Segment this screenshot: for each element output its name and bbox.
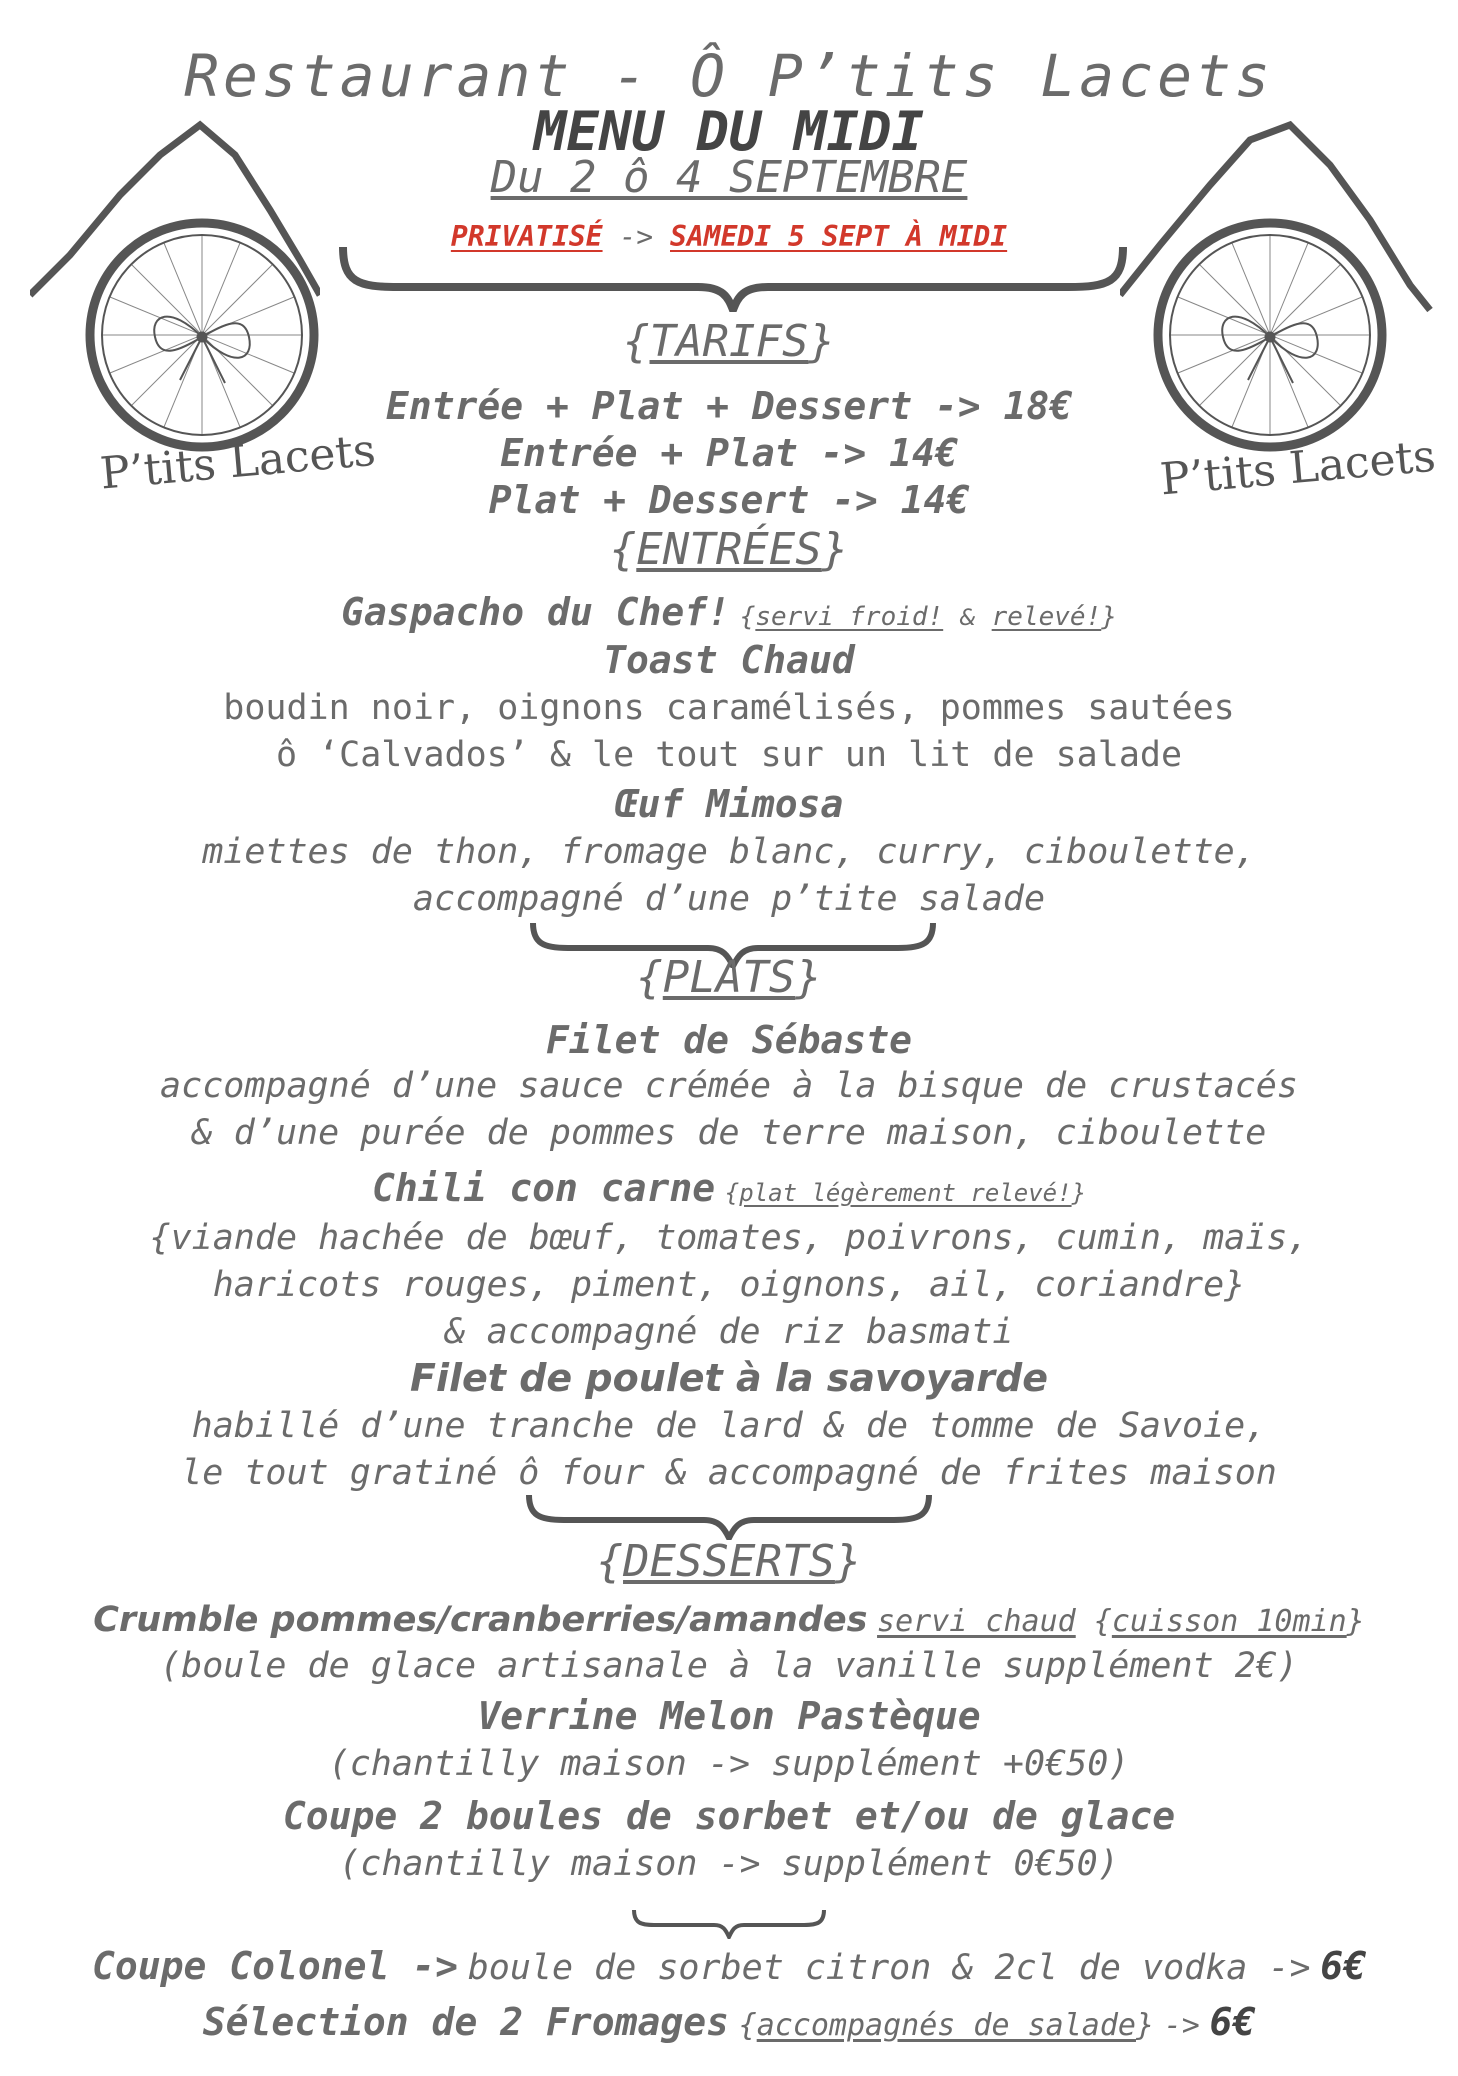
verrine-desc: (chantilly maison -> supplément +0€50): [328, 1744, 1130, 1784]
toast-name: Toast Chaud: [603, 638, 855, 682]
fromages-item: [0, 2000, 1458, 2044]
logo-left-text: P’tits Lacets: [98, 424, 378, 500]
desserts-heading-label: DESSERTS: [623, 1536, 835, 1587]
oeuf-desc-2: accompagné d’une p’tite salade: [412, 879, 1046, 919]
entrees-heading-label: ENTRÉES: [636, 524, 822, 575]
chili-item: [0, 1166, 1458, 1210]
gaspacho-note-a: servi froid!: [755, 602, 944, 632]
colonel-price: 6€: [1320, 1944, 1366, 1988]
privatise-when: SAMEDI 5 SEPT À MIDI: [670, 220, 1008, 253]
tarifs-heading-label: TARIFS: [649, 316, 809, 367]
oeuf-name: Œuf Mimosa: [614, 782, 844, 826]
gaspacho-note: {servi froid! & relevé!}: [739, 602, 1117, 632]
gaspacho-item: [0, 590, 1458, 634]
fromages-arrow: ->: [1163, 2008, 1200, 2043]
privatise-label: PRIVATISÉ: [450, 220, 603, 253]
brace-divider: [338, 242, 1128, 312]
poulet-name: Filet de poulet à la savoyarde: [410, 1356, 1048, 1400]
colonel-desc: boule de sorbet citron & 2cl de vodka ->: [467, 1948, 1311, 1988]
sebaste-name: Filet de Sébaste: [545, 1018, 913, 1062]
toast-desc-2: ô ‘Calvados’ & le tout sur un lit de salade: [275, 735, 1183, 775]
oeuf-desc-1: miettes de thon, fromage blanc, curry, ciboulette,: [202, 832, 1256, 872]
tarif-line: Entrée + Plat + Dessert -> 18€: [385, 384, 1073, 428]
tarif-line: Entrée + Plat -> 14€: [500, 431, 958, 475]
privatise-arrow: ->: [619, 220, 654, 253]
coupe-desc: (chantilly maison -> supplément 0€50): [339, 1844, 1119, 1884]
poulet-desc-2: le tout gratiné ô four & accompagné de frites maison: [181, 1453, 1277, 1493]
crumble-name: Crumble pommes/cranberries/amandes: [93, 1600, 868, 1640]
poulet-desc-1: habillé d’une tranche de lard & de tomme de Savoie,: [191, 1406, 1267, 1446]
desserts-heading: {DESSERTS}: [596, 1536, 862, 1587]
sebaste-desc-1: accompagné d’une sauce crémée à la bisque de crustacés: [160, 1066, 1298, 1106]
sebaste-desc-2: & d’une purée de pommes de terre maison, ciboulette: [191, 1113, 1267, 1153]
crumble-item: [0, 1600, 1458, 1640]
crumble-note: servi chaud {cuisson 10min}: [877, 1604, 1365, 1639]
chili-desc-1: {viande hachée de bœuf, tomates, poivrons, cumin, maïs,: [149, 1218, 1309, 1258]
gaspacho-note-b: relevé!: [991, 602, 1102, 632]
chili-desc-3: & accompagné de riz basmati: [444, 1312, 1014, 1352]
verrine-name: Verrine Melon Pastèque: [477, 1694, 981, 1738]
brace-divider: [629, 1905, 829, 1939]
colonel-name: Coupe Colonel ->: [92, 1944, 459, 1988]
menu-dates: Du 2 ô 4 SEPTEMBRE: [490, 152, 968, 203]
tarifs-heading: {TARIFS}: [623, 316, 835, 367]
menu-title: MENU DU MIDI: [533, 100, 925, 163]
coupe-name: Coupe 2 boules de sorbet et/ou de glace: [282, 1794, 1176, 1838]
toast-desc-1: boudin noir, oignons caramélisés, pommes sautées: [223, 688, 1235, 728]
chili-name: Chili con carne: [371, 1166, 716, 1210]
entrees-heading: {ENTRÉES}: [609, 524, 849, 575]
fromages-note: {accompagnés de salade}: [738, 2008, 1155, 2043]
chili-note: {plat légèrement relevé!}: [724, 1179, 1087, 1207]
crumble-desc: (boule de glace artisanale à la vanille supplément 2€): [160, 1646, 1298, 1686]
gaspacho-name: Gaspacho du Chef!: [341, 590, 731, 634]
colonel-item: [0, 1944, 1458, 1988]
logo-right-text: P’tits Lacets: [1158, 430, 1438, 506]
brace-divider: [524, 1490, 934, 1540]
chili-desc-2: haricots rouges, piment, oignons, ail, coriandre}: [212, 1265, 1246, 1305]
fromages-price: 6€: [1209, 2000, 1256, 2044]
fromages-name: Sélection de 2 Fromages: [202, 2000, 729, 2044]
tarif-line: Plat + Dessert -> 14€: [488, 478, 970, 522]
restaurant-name: Restaurant - Ô P’tits Lacets: [184, 42, 1274, 110]
plats-heading-label: PLATS: [662, 952, 796, 1003]
plats-heading: {PLATS}: [636, 952, 822, 1003]
